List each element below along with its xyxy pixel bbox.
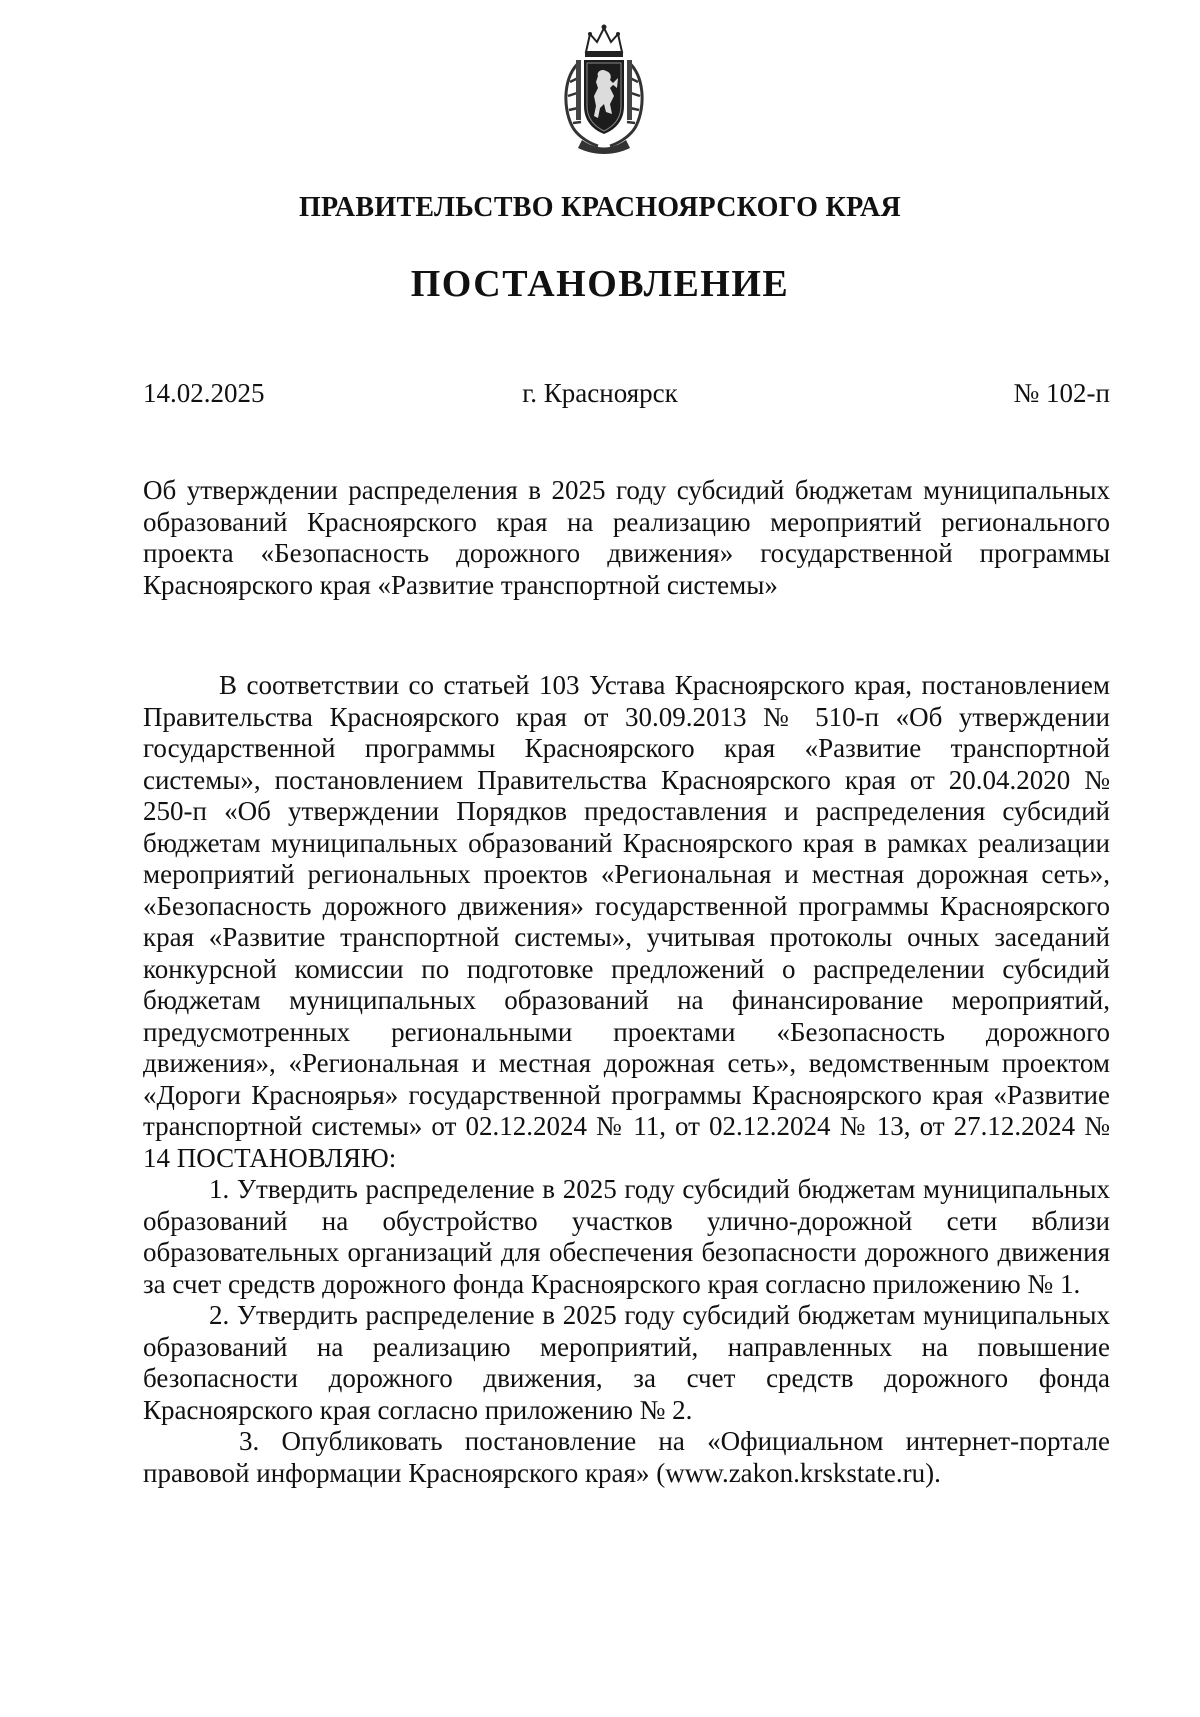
document-city: г. Красноярск	[522, 378, 678, 408]
document-body	[143, 670, 1110, 1489]
document-date: 14.02.2025	[143, 378, 265, 408]
resolution-item-2: 2. Утвердить распределение в 2025 году субсидий бюджетам муниципальных образований на реализацию мероприятий, направленных на повышение безопасности дорожного движения, за счет средств дорожного фонда Красноярского края согласно приложению № 2.	[143, 1300, 1110, 1425]
preamble-paragraph: В соответствии со статьей 103 Устава Красноярского края, постановлением Правительства Красноярского края от 30.09.2013 № 510-п «Об утверждении государственной программы Красноярского края «Развитие транспортной системы», постановлением Правительства Красноярского края от 20.04.2020 № 250-п «Об утверждении Порядков предоставления и распределения субсидий бюджетам муниципальных образований Красноярского края в рамках реализации мероприятий региональных проектов «Региональная и местная дорожная сеть», «Безопасность дорожного движения» государственной программы Красноярского края «Развитие транспортной системы», учитывая протоколы очных заседаний конкурсной комиссии по подготовке предложений о распределении субсидий бюджетам муниципальных образований на финансирование мероприятий, предусмотренных региональными проектами «Безопасность дорожного движения», «Региональная и местная дорожная сеть», ведомственным проектом «Дороги Красноярья» государственной программы Красноярского края «Развитие транспортной системы» от 02.12.2024 № 11, от 02.12.2024 № 13, от 27.12.2024 № 14 ПОСТАНОВЛЯЮ:	[143, 670, 1110, 1173]
document-type-title: ПОСТАНОВЛЕНИЕ	[410, 263, 790, 305]
resolution-item-1: 1. Утвердить распределение в 2025 году субсидий бюджетам муниципальных образований на обустройство участков улично-дорожной сети вблизи образовательных организаций для обеспечения безопасности дорожного движения за счет средств дорожного фонда Красноярского края согласно приложению № 1.	[143, 1174, 1110, 1299]
document-number: № 102-п	[1013, 378, 1110, 408]
document-subject: Об утверждении распределения в 2025 году субсидий бюджетам муниципальных образований Красноярского края на реализацию мероприятий регионального проекта «Безопасность дорожного движения» государственной программы Красноярского края «Развитие транспортной системы»	[143, 475, 1110, 600]
krasnoyarsk-coat-of-arms-icon	[556, 22, 652, 156]
organization-title: ПРАВИТЕЛЬСТВО КРАСНОЯРСКОГО КРАЯ	[298, 192, 902, 223]
resolution-item-3: 3. Опубликовать постановление на «Официальном интернет-портале правовой информации Красноярского края» (www.zakon.krskstate.ru).	[143, 1426, 1110, 1488]
